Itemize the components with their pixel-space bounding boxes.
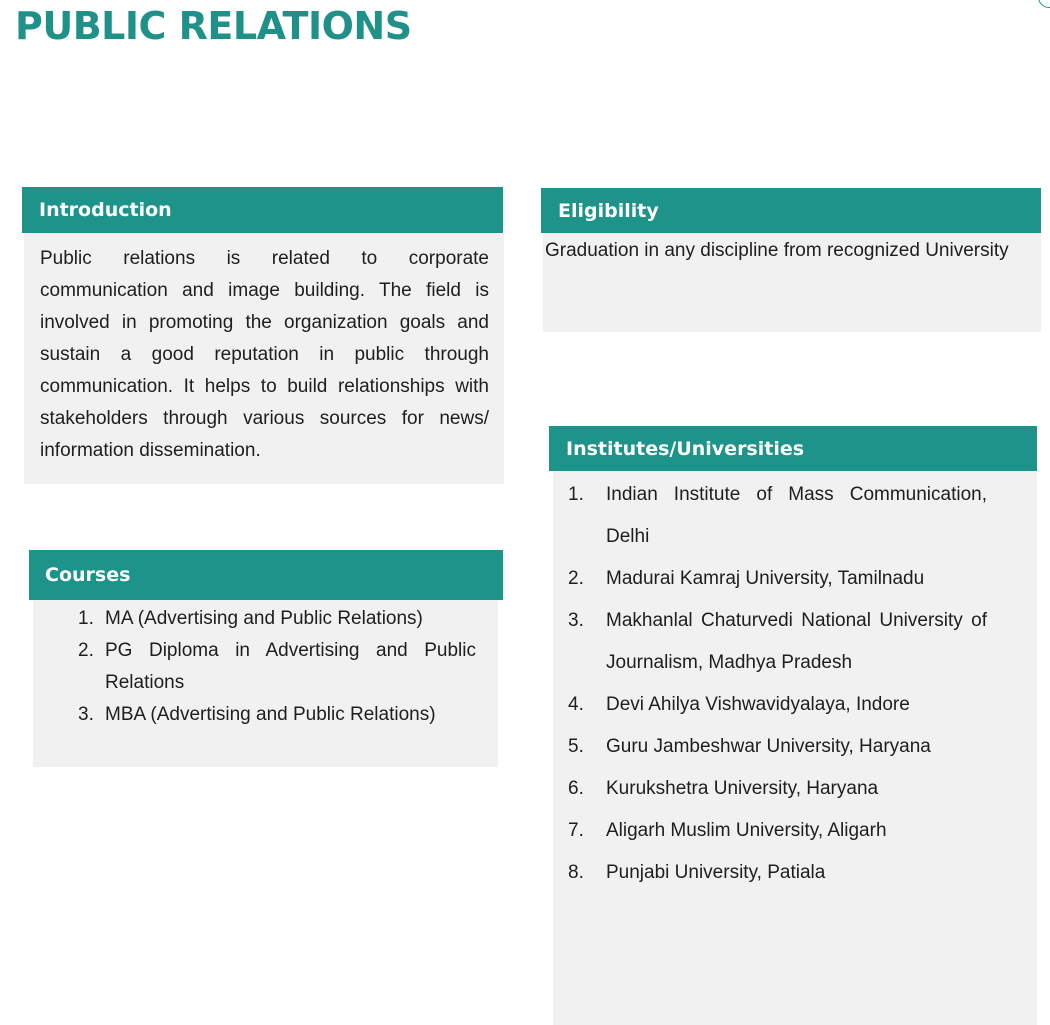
eligibility-text: Graduation in any discipline from recognized University: [545, 240, 1009, 261]
institute-item: [568, 600, 987, 684]
institute-item: [568, 558, 987, 600]
introduction-heading: Introduction: [39, 199, 172, 221]
institute-item: [568, 474, 987, 558]
course-item-text: MA (Advertising and Public Relations): [105, 608, 423, 629]
institute-item-number: 4.: [568, 694, 584, 715]
institute-item-number: 5.: [568, 736, 584, 757]
corner-circle-decoration: [1038, 0, 1050, 8]
institute-item: [568, 768, 987, 810]
institute-item: [568, 684, 987, 726]
institute-item-number: 3.: [568, 610, 584, 631]
institute-item-text: Devi Ahilya Vishwavidyalaya, Indore: [606, 694, 910, 715]
institutes-list: [568, 474, 987, 894]
institute-item-text: Makhanlal Chaturvedi National University of Journalism, Madhya Pradesh: [606, 610, 987, 673]
institute-item-text: Indian Institute of Mass Communication, Delhi: [606, 484, 987, 547]
eligibility-header: [541, 188, 1041, 233]
courses-header: [29, 550, 503, 600]
course-item: [78, 635, 476, 699]
introduction-card: [24, 233, 504, 484]
page-title: PUBLIC RELATIONS: [15, 4, 412, 48]
course-item-number: 1.: [78, 608, 94, 629]
course-item-text: PG Diploma in Advertising and Public Relations: [105, 640, 476, 693]
courses-list: [78, 603, 476, 731]
course-item-text: MBA (Advertising and Public Relations): [105, 704, 436, 725]
institute-item-number: 8.: [568, 862, 584, 883]
institutes-heading: Institutes/Universities: [566, 437, 805, 460]
courses-heading: Courses: [45, 564, 131, 586]
institutes-header: [549, 426, 1037, 471]
eligibility-card: [543, 233, 1041, 332]
institute-item: [568, 726, 987, 768]
courses-card: [33, 600, 498, 767]
introduction-text: Public relations is related to corporate communication and image building. The field is involved in promoting the organization goals and sustain a good reputation in public through communication. It helps to build relationships with stakeholders through various sources for news/ information dissemination.: [40, 248, 489, 461]
course-item: [78, 603, 476, 635]
institutes-card: [553, 471, 1037, 1025]
institute-item-number: 1.: [568, 484, 584, 505]
institute-item-number: 6.: [568, 778, 584, 799]
institute-item-text: Madurai Kamraj University, Tamilnadu: [606, 568, 925, 589]
institute-item: [568, 810, 987, 852]
institute-item-number: 7.: [568, 820, 584, 841]
course-item: [78, 699, 476, 731]
institute-item-text: Aligarh Muslim University, Aligarh: [606, 820, 887, 841]
course-item-number: 2.: [78, 640, 94, 661]
institute-item-number: 2.: [568, 568, 584, 589]
institute-item-text: Kurukshetra University, Haryana: [606, 778, 879, 799]
institute-item-text: Guru Jambeshwar University, Haryana: [606, 736, 931, 757]
introduction-header: [22, 187, 503, 233]
course-item-number: 3.: [78, 704, 94, 725]
institute-item: [568, 852, 987, 894]
eligibility-heading: Eligibility: [558, 199, 659, 222]
institute-item-text: Punjabi University, Patiala: [606, 862, 826, 883]
